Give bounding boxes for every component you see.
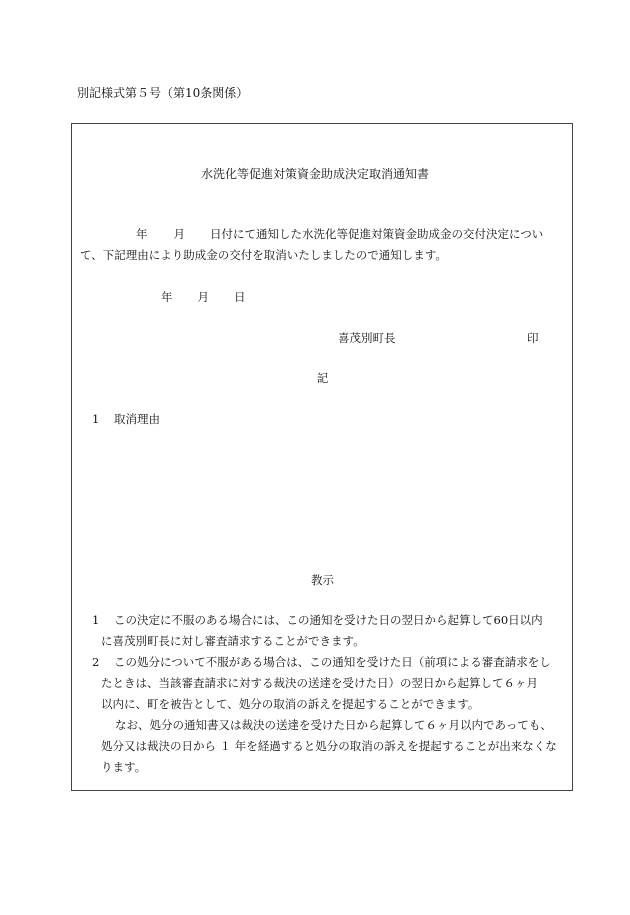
- ki-heading: 記: [316, 371, 329, 385]
- reason-number: 1: [92, 412, 100, 426]
- date-month: 月: [197, 290, 209, 304]
- notice-item-2-text: この処分について不服がある場合は、この通知を受けた日（前項による審査請求をし: [114, 655, 551, 669]
- notice-item-2-line-5: 処分又は裁決の日から １ 年を経過すると処分の取消の訴えを提起することが出来なくな: [101, 739, 557, 753]
- notice-item-1-text: この決定に不服のある場合には、この通知を受けた日の翌日から起算して60日以内: [114, 613, 543, 627]
- form-reference: 別記様式第５号（第10条関係）: [77, 86, 249, 100]
- notice-item-2-line-1: [92, 654, 551, 670]
- notice-item-1-line-1: [92, 612, 543, 628]
- document-title: 水洗化等促進対策資金助成決定取消通知書: [200, 167, 429, 181]
- issuer-name: 喜茂別町長: [338, 331, 396, 345]
- date-year: 年: [161, 290, 173, 304]
- intro-line-1-text: 日付にて通知した水洗化等促進対策資金助成金の交付決定につい: [210, 227, 544, 241]
- issue-date: [161, 289, 246, 305]
- intro-line-2: て、下記理由により助成金の交付を取消いたしましたので通知します。: [80, 248, 447, 262]
- notice-item-2-line-4: なお、処分の通知書又は裁決の送達を受けた日から起算して６ヶ月以内であっても、: [115, 718, 552, 732]
- reason-label: [92, 411, 160, 427]
- intro-line-1: [136, 226, 543, 242]
- notice-item-2-line-6: ります。: [101, 760, 147, 774]
- reason-text: 取消理由: [114, 412, 160, 426]
- notice-title: 教示: [311, 573, 334, 587]
- intro-year: 年: [136, 227, 148, 241]
- date-day: 日: [234, 290, 246, 304]
- notice-item-2-line-3: 以内に、町を被告として、処分の取消の訴えを提起することができます。: [101, 697, 480, 711]
- seal-mark: 印: [527, 331, 539, 345]
- notice-item-1-line-2: に喜茂別町長に対し審査請求することができます。: [101, 634, 365, 648]
- notice-item-1-number: 1: [92, 613, 100, 627]
- notice-item-2-line-2: たときは、当該審査請求に対する裁決の送達を受けた日）の翌日から起算して６ヶ月: [101, 676, 538, 690]
- notice-item-2-number: 2: [92, 655, 100, 669]
- intro-month: 月: [173, 227, 185, 241]
